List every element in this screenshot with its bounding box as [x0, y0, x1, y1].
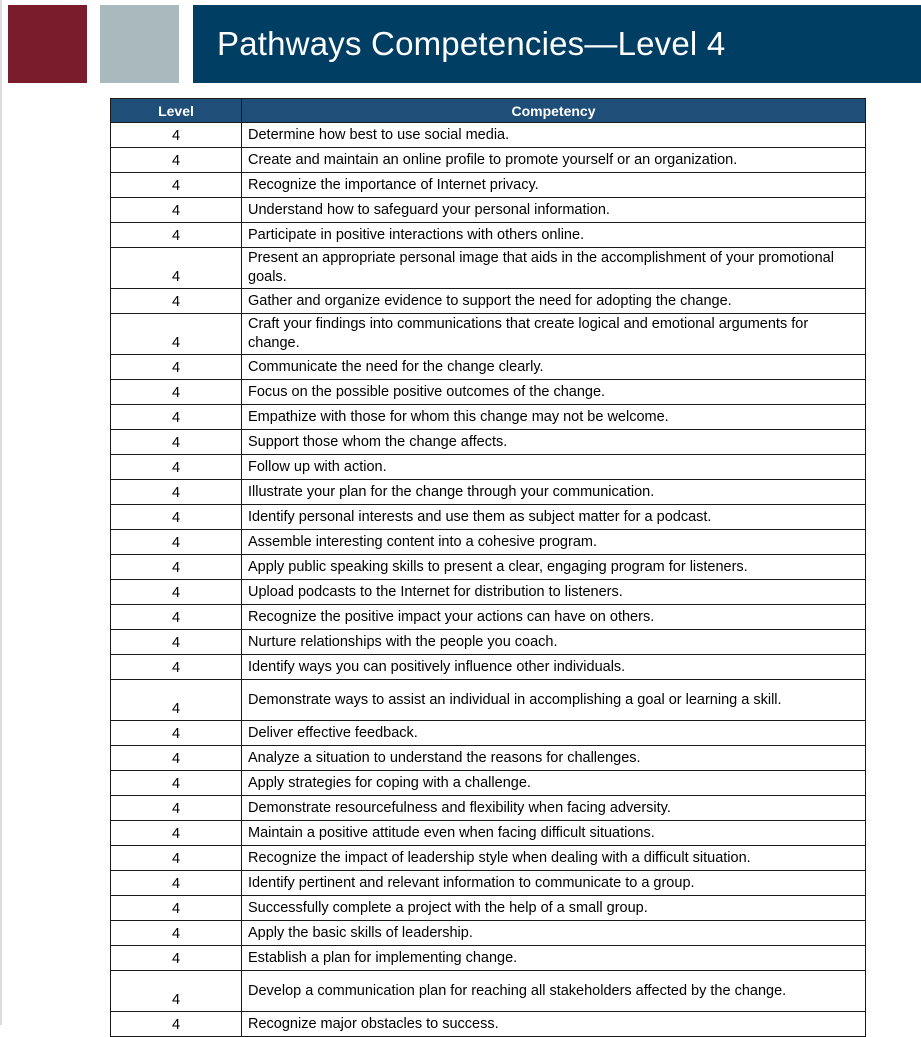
table-row — [111, 821, 866, 846]
table-row — [111, 871, 866, 896]
level-cell: 4 — [111, 971, 242, 1012]
level-cell: 4 — [111, 480, 242, 505]
competency-cell: Create and maintain an online profile to promote yourself or an organization. — [242, 148, 866, 173]
competency-column-header: Competency — [242, 99, 866, 123]
competency-cell: Establish a plan for implementing change. — [242, 946, 866, 971]
competency-cell: Deliver effective feedback. — [242, 721, 866, 746]
competency-cell: Recognize major obstacles to success. — [242, 1012, 866, 1037]
level-cell: 4 — [111, 821, 242, 846]
level-cell: 4 — [111, 530, 242, 555]
level-cell: 4 — [111, 721, 242, 746]
table-row — [111, 405, 866, 430]
level-cell: 4 — [111, 248, 242, 289]
competency-cell: Analyze a situation to understand the reasons for challenges. — [242, 746, 866, 771]
level-cell: 4 — [111, 1012, 242, 1037]
table-row — [111, 198, 866, 223]
competency-cell: Apply strategies for coping with a challenge. — [242, 771, 866, 796]
table-row — [111, 796, 866, 821]
level-column-header: Level — [111, 99, 242, 123]
table-row — [111, 355, 866, 380]
page-title: Pathways Competencies—Level 4 — [217, 25, 726, 62]
table-row — [111, 289, 866, 314]
level-cell: 4 — [111, 946, 242, 971]
level-cell: 4 — [111, 630, 242, 655]
level-cell: 4 — [111, 771, 242, 796]
table-row — [111, 314, 866, 355]
table-row — [111, 380, 866, 405]
competency-cell: Illustrate your plan for the change through your communication. — [242, 480, 866, 505]
table-row — [111, 771, 866, 796]
competency-cell: Gather and organize evidence to support the need for adopting the change. — [242, 289, 866, 314]
level-cell: 4 — [111, 289, 242, 314]
level-cell: 4 — [111, 555, 242, 580]
competency-cell: Recognize the impact of leadership style when dealing with a difficult situation. — [242, 846, 866, 871]
level-cell: 4 — [111, 148, 242, 173]
level-cell: 4 — [111, 314, 242, 355]
level-cell: 4 — [111, 223, 242, 248]
level-cell: 4 — [111, 173, 242, 198]
table-row — [111, 746, 866, 771]
level-cell: 4 — [111, 655, 242, 680]
table-row — [111, 721, 866, 746]
table-row — [111, 530, 866, 555]
table-row — [111, 846, 866, 871]
competency-cell: Develop a communication plan for reaching all stakeholders affected by the change. — [242, 971, 866, 1012]
level-cell: 4 — [111, 846, 242, 871]
level-cell: 4 — [111, 746, 242, 771]
gray-accent-block — [100, 5, 179, 83]
competency-cell: Recognize the importance of Internet privacy. — [242, 173, 866, 198]
table-row — [111, 455, 866, 480]
table-row — [111, 555, 866, 580]
table-row — [111, 248, 866, 289]
level-cell: 4 — [111, 871, 242, 896]
table-row — [111, 480, 866, 505]
competency-cell: Understand how to safeguard your personal information. — [242, 198, 866, 223]
table-row — [111, 123, 866, 148]
level-cell: 4 — [111, 921, 242, 946]
competency-cell: Recognize the positive impact your actions can have on others. — [242, 605, 866, 630]
table-row — [111, 173, 866, 198]
competency-cell: Identify ways you can positively influence other individuals. — [242, 655, 866, 680]
level-cell: 4 — [111, 198, 242, 223]
table-row — [111, 430, 866, 455]
competency-cell: Follow up with action. — [242, 455, 866, 480]
red-accent-block — [8, 5, 87, 83]
table-row — [111, 921, 866, 946]
level-cell: 4 — [111, 605, 242, 630]
competency-cell: Apply the basic skills of leadership. — [242, 921, 866, 946]
competency-cell: Focus on the possible positive outcomes of the change. — [242, 380, 866, 405]
level-cell: 4 — [111, 405, 242, 430]
level-cell: 4 — [111, 796, 242, 821]
competency-cell: Determine how best to use social media. — [242, 123, 866, 148]
table-row — [111, 605, 866, 630]
competency-cell: Support those whom the change affects. — [242, 430, 866, 455]
table-row — [111, 148, 866, 173]
competency-table — [110, 98, 866, 1037]
page-edge — [0, 0, 2, 1025]
level-cell: 4 — [111, 430, 242, 455]
competency-cell: Empathize with those for whom this change may not be welcome. — [242, 405, 866, 430]
competency-cell: Apply public speaking skills to present a clear, engaging program for listeners. — [242, 555, 866, 580]
table-row — [111, 896, 866, 921]
competency-cell: Craft your findings into communications that create logical and emotional arguments for change. — [242, 314, 866, 355]
competency-cell: Identify pertinent and relevant information to communicate to a group. — [242, 871, 866, 896]
level-cell: 4 — [111, 505, 242, 530]
table-row — [111, 680, 866, 721]
level-cell: 4 — [111, 455, 242, 480]
table-row — [111, 505, 866, 530]
competency-cell: Maintain a positive attitude even when facing difficult situations. — [242, 821, 866, 846]
table-body — [111, 123, 866, 1037]
table-row — [111, 971, 866, 1012]
competency-cell: Present an appropriate personal image that aids in the accomplishment of your promotional goals. — [242, 248, 866, 289]
competency-cell: Nurture relationships with the people you coach. — [242, 630, 866, 655]
table-row — [111, 630, 866, 655]
competency-cell: Assemble interesting content into a cohesive program. — [242, 530, 866, 555]
competency-cell: Identify personal interests and use them as subject matter for a podcast. — [242, 505, 866, 530]
level-cell: 4 — [111, 680, 242, 721]
competency-cell: Demonstrate resourcefulness and flexibility when facing adversity. — [242, 796, 866, 821]
competency-cell: Participate in positive interactions with others online. — [242, 223, 866, 248]
table-row — [111, 1012, 866, 1037]
competency-cell: Communicate the need for the change clearly. — [242, 355, 866, 380]
table-row — [111, 223, 866, 248]
table-header-row — [111, 99, 866, 123]
table-row — [111, 580, 866, 605]
level-cell: 4 — [111, 123, 242, 148]
competency-cell: Successfully complete a project with the help of a small group. — [242, 896, 866, 921]
competency-cell: Upload podcasts to the Internet for distribution to listeners. — [242, 580, 866, 605]
level-cell: 4 — [111, 380, 242, 405]
level-cell: 4 — [111, 355, 242, 380]
level-cell: 4 — [111, 580, 242, 605]
title-bar — [193, 5, 921, 83]
level-cell: 4 — [111, 896, 242, 921]
competency-cell: Demonstrate ways to assist an individual in accomplishing a goal or learning a skill. — [242, 680, 866, 721]
table-row — [111, 946, 866, 971]
table-row — [111, 655, 866, 680]
